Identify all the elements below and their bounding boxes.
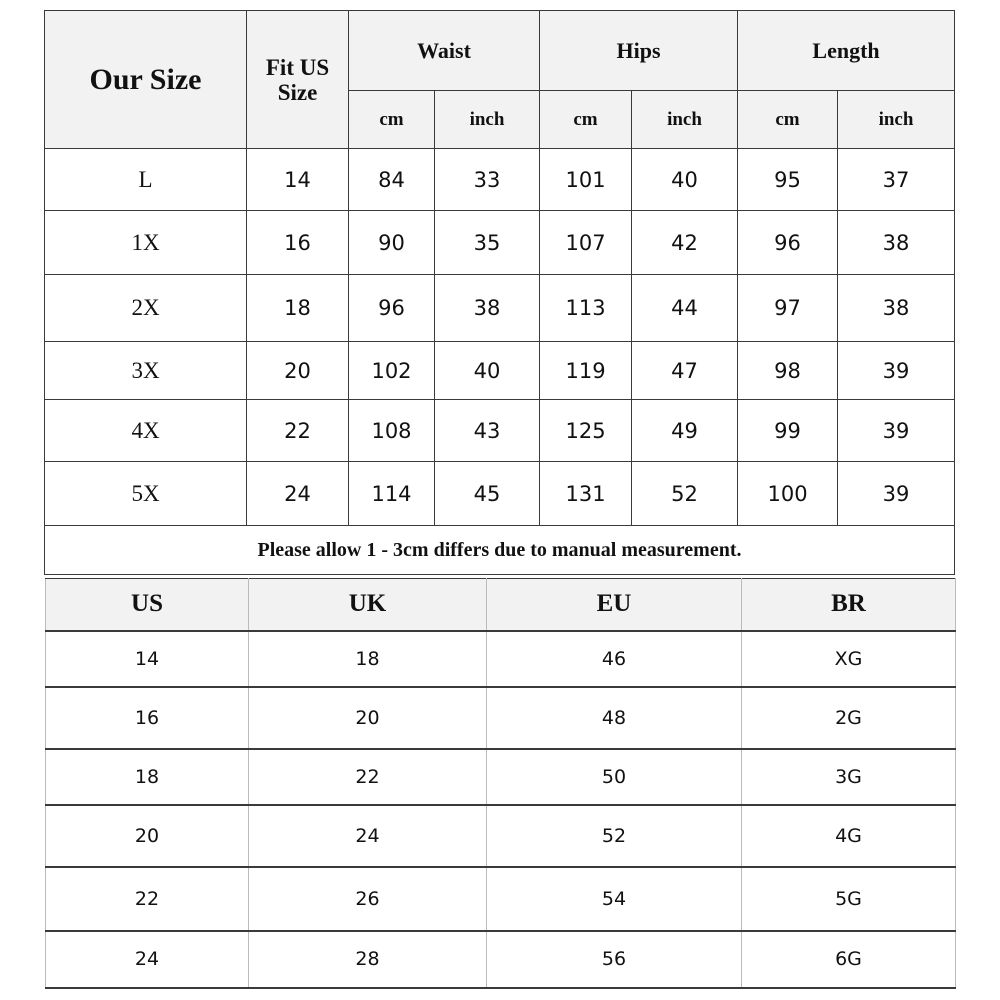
header-length: Length: [738, 11, 955, 91]
cell-waist-cm: 102: [349, 342, 435, 400]
cell-waist-cm: 108: [349, 400, 435, 462]
cell-waist-cm: 90: [349, 211, 435, 275]
cell-hips-cm: 125: [540, 400, 632, 462]
header-hips: Hips: [540, 11, 738, 91]
cell-us: 22: [46, 867, 249, 931]
cell-br: 2G: [742, 687, 956, 749]
cell-us: 20: [46, 805, 249, 867]
subheader-hips-inch: inch: [632, 91, 738, 149]
cell-our-size: L: [45, 149, 247, 211]
cell-length-cm: 100: [738, 462, 838, 526]
cell-our-size: 4X: [45, 400, 247, 462]
cell-our-size: 3X: [45, 342, 247, 400]
cell-hips-cm: 113: [540, 275, 632, 342]
cell-eu: 46: [487, 631, 742, 687]
cell-br: 3G: [742, 749, 956, 805]
cell-our-size: 2X: [45, 275, 247, 342]
cell-waist-cm: 96: [349, 275, 435, 342]
cell-waist-inch: 43: [435, 400, 540, 462]
cell-uk: 20: [249, 687, 487, 749]
cell-fit-us-size: 14: [247, 149, 349, 211]
cell-hips-inch: 44: [632, 275, 738, 342]
conversion-row: [46, 931, 956, 988]
subheader-waist-cm: cm: [349, 91, 435, 149]
cell-hips-inch: 42: [632, 211, 738, 275]
cell-length-cm: 95: [738, 149, 838, 211]
header-our-size: Our Size: [45, 11, 247, 149]
cell-waist-cm: 84: [349, 149, 435, 211]
cell-waist-inch: 40: [435, 342, 540, 400]
cell-length-inch: 39: [838, 342, 955, 400]
cell-waist-inch: 45: [435, 462, 540, 526]
header-waist: Waist: [349, 11, 540, 91]
subheader-length-cm: cm: [738, 91, 838, 149]
cell-us: 24: [46, 931, 249, 988]
cell-hips-inch: 47: [632, 342, 738, 400]
cell-uk: 28: [249, 931, 487, 988]
header-us: US: [46, 579, 249, 631]
cell-br: 4G: [742, 805, 956, 867]
size-row: [45, 400, 955, 462]
cell-br: 5G: [742, 867, 956, 931]
header-br: BR: [742, 579, 956, 631]
cell-fit-us-size: 22: [247, 400, 349, 462]
cell-uk: 26: [249, 867, 487, 931]
cell-length-cm: 96: [738, 211, 838, 275]
measurement-note: Please allow 1 - 3cm differs due to manual measurement.: [45, 526, 955, 575]
cell-hips-inch: 52: [632, 462, 738, 526]
cell-eu: 48: [487, 687, 742, 749]
conversion-row: [46, 749, 956, 805]
cell-waist-cm: 114: [349, 462, 435, 526]
cell-waist-inch: 33: [435, 149, 540, 211]
size-row: [45, 342, 955, 400]
cell-length-inch: 37: [838, 149, 955, 211]
cell-hips-inch: 40: [632, 149, 738, 211]
size-chart-table: [44, 10, 955, 575]
header-fit-us-size: Fit US Size: [247, 11, 349, 149]
cell-hips-cm: 107: [540, 211, 632, 275]
cell-length-inch: 39: [838, 400, 955, 462]
cell-hips-cm: 119: [540, 342, 632, 400]
conversion-row: [46, 687, 956, 749]
subheader-length-inch: inch: [838, 91, 955, 149]
cell-length-cm: 98: [738, 342, 838, 400]
cell-length-inch: 38: [838, 275, 955, 342]
cell-length-inch: 38: [838, 211, 955, 275]
cell-hips-cm: 131: [540, 462, 632, 526]
size-conversion-table: [45, 578, 956, 989]
conversion-row: [46, 805, 956, 867]
cell-hips-cm: 101: [540, 149, 632, 211]
cell-waist-inch: 35: [435, 211, 540, 275]
cell-eu: 54: [487, 867, 742, 931]
cell-uk: 24: [249, 805, 487, 867]
subheader-waist-inch: inch: [435, 91, 540, 149]
cell-length-inch: 39: [838, 462, 955, 526]
cell-our-size: 1X: [45, 211, 247, 275]
cell-us: 18: [46, 749, 249, 805]
subheader-hips-cm: cm: [540, 91, 632, 149]
size-row: [45, 149, 955, 211]
size-row: [45, 462, 955, 526]
cell-eu: 52: [487, 805, 742, 867]
cell-eu: 56: [487, 931, 742, 988]
cell-uk: 22: [249, 749, 487, 805]
cell-br: XG: [742, 631, 956, 687]
cell-fit-us-size: 18: [247, 275, 349, 342]
cell-uk: 18: [249, 631, 487, 687]
header-uk: UK: [249, 579, 487, 631]
cell-br: 6G: [742, 931, 956, 988]
cell-waist-inch: 38: [435, 275, 540, 342]
cell-length-cm: 97: [738, 275, 838, 342]
cell-fit-us-size: 20: [247, 342, 349, 400]
conversion-row: [46, 867, 956, 931]
cell-eu: 50: [487, 749, 742, 805]
cell-fit-us-size: 24: [247, 462, 349, 526]
conversion-row: [46, 631, 956, 687]
cell-us: 16: [46, 687, 249, 749]
cell-length-cm: 99: [738, 400, 838, 462]
size-row: [45, 211, 955, 275]
cell-us: 14: [46, 631, 249, 687]
cell-fit-us-size: 16: [247, 211, 349, 275]
cell-our-size: 5X: [45, 462, 247, 526]
size-row: [45, 275, 955, 342]
cell-hips-inch: 49: [632, 400, 738, 462]
header-eu: EU: [487, 579, 742, 631]
